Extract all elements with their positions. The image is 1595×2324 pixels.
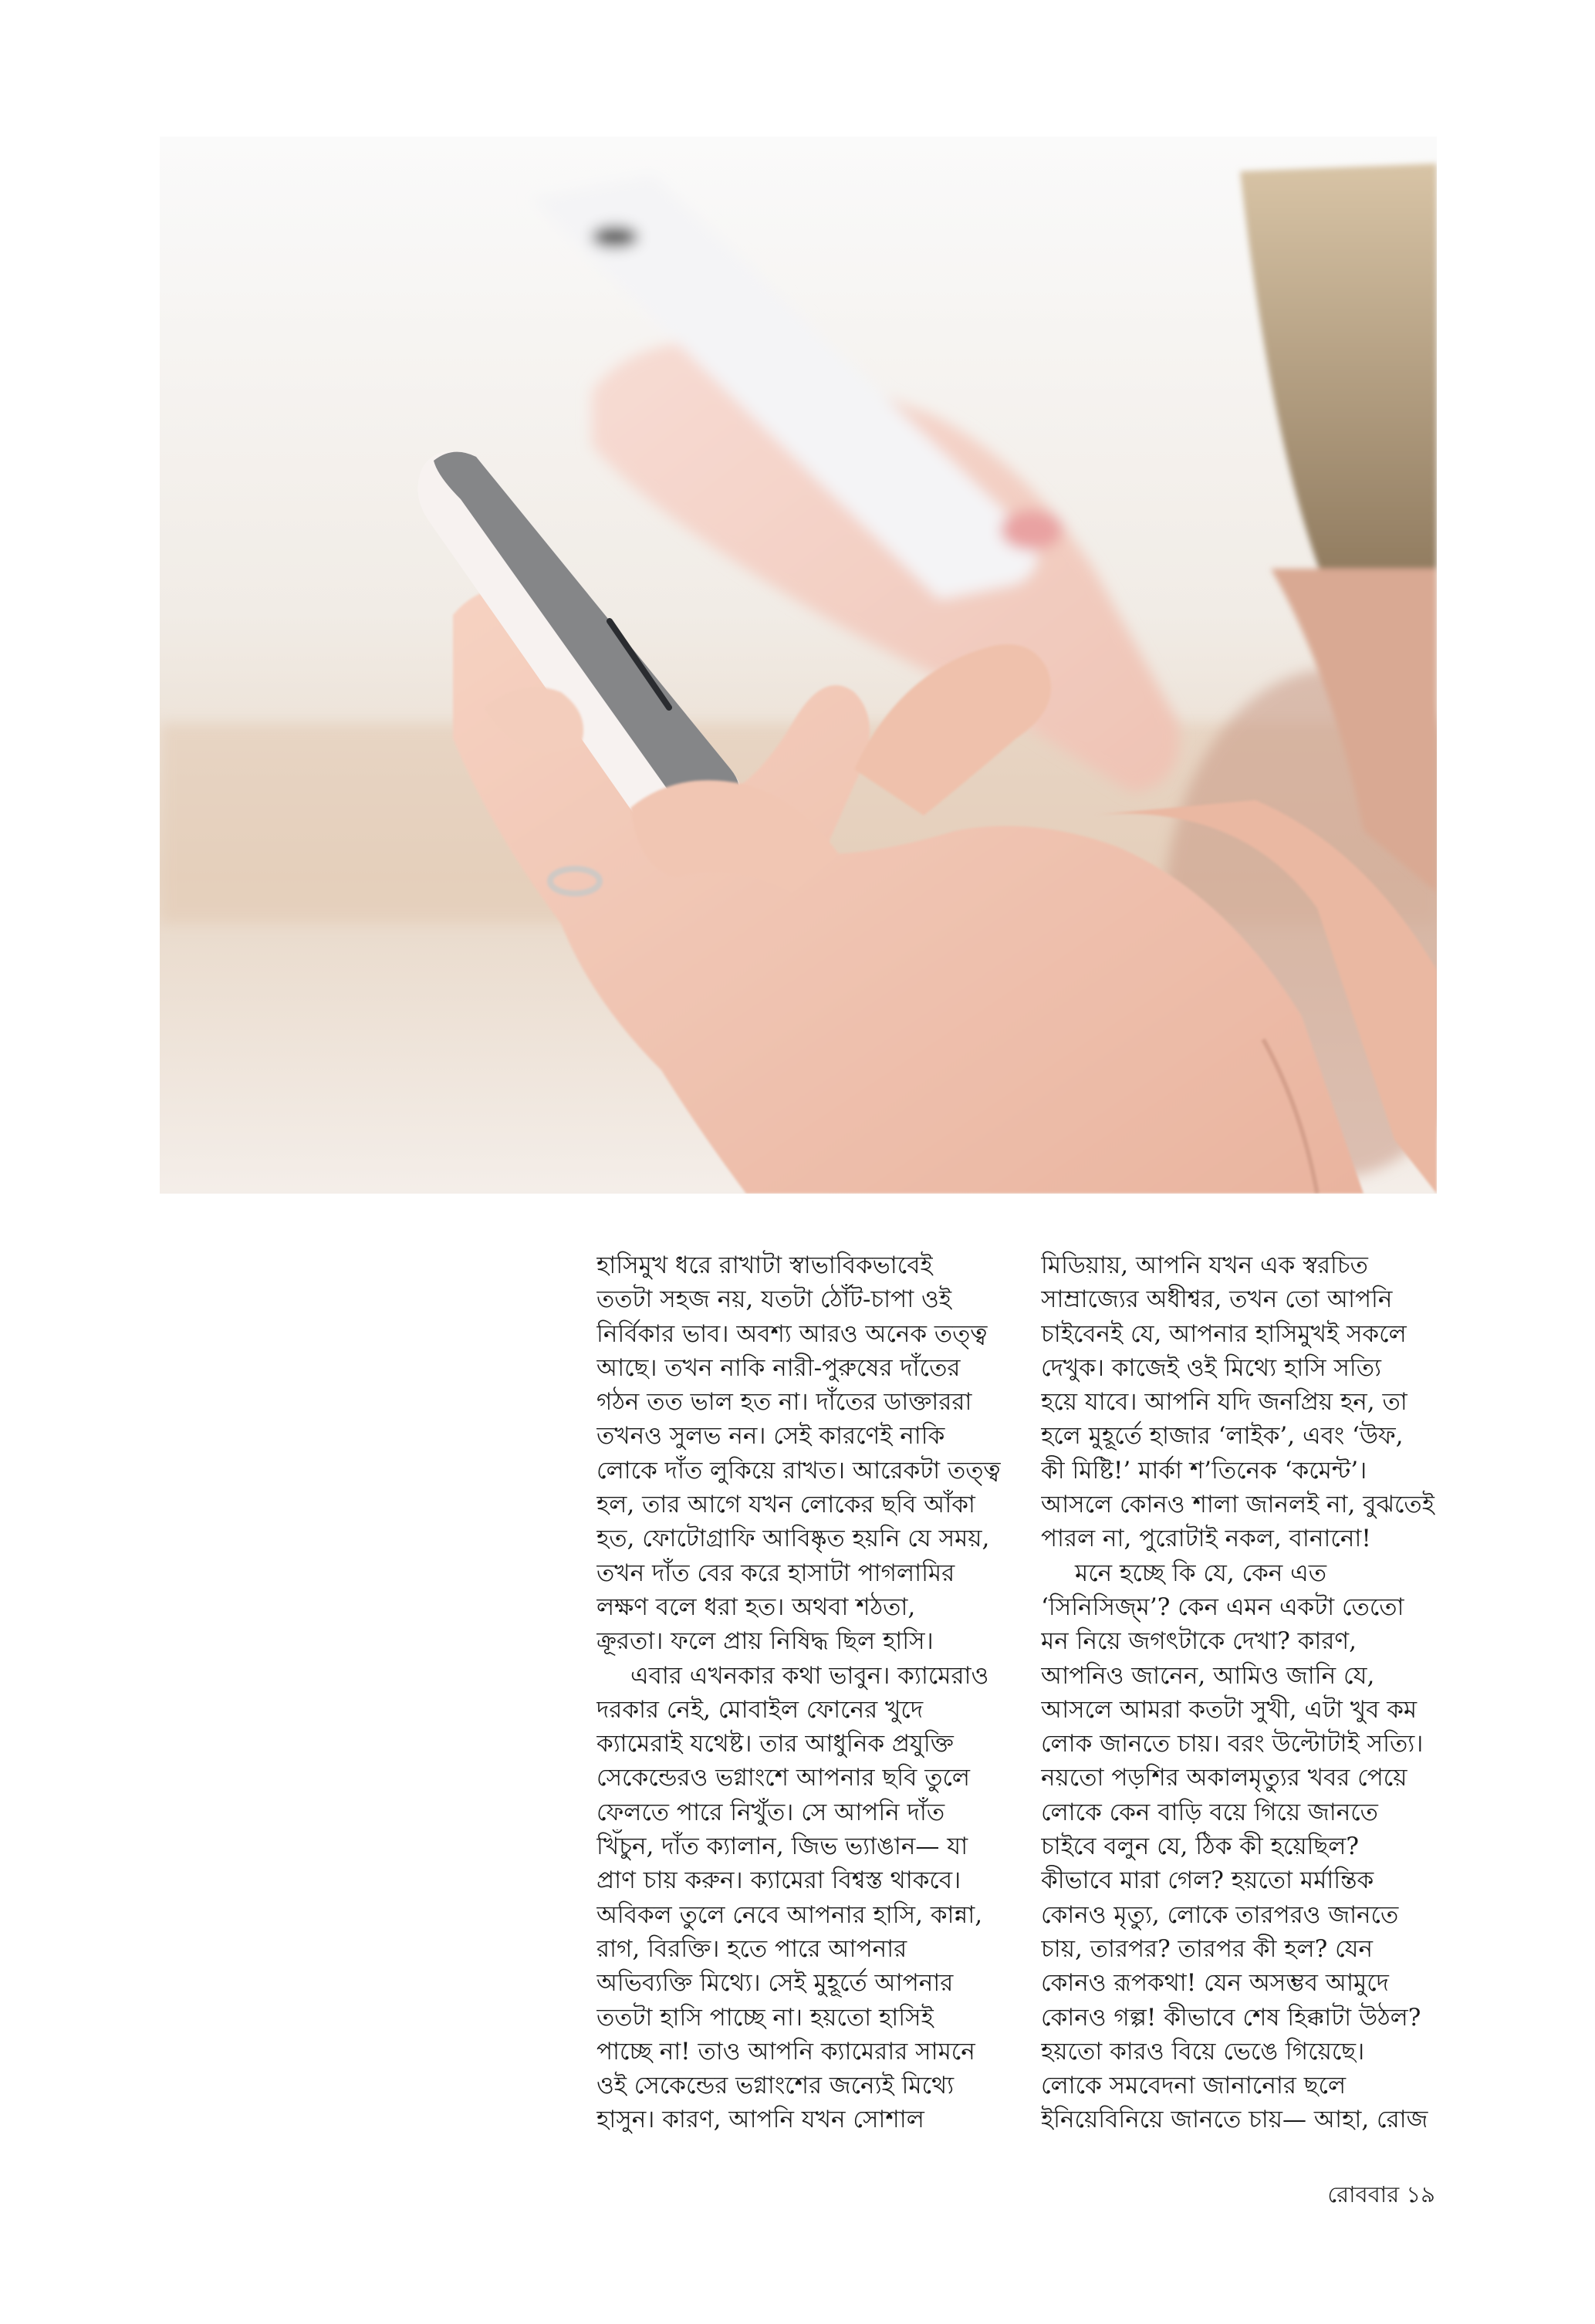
text-line: খিঁচুন, দাঁত ক্যালান, জিভ ভ্যাঙান— যা xyxy=(596,1833,968,1861)
text-line: লোকে সমবেদনা জানানোর ছলে xyxy=(1041,2072,1347,2100)
text-line: সাম্রাজ্যের অধীশ্বর, তখন তো আপনি xyxy=(1041,1285,1393,1314)
text-line: মনে হচ্ছে কি যে, কেন এত xyxy=(1075,1559,1326,1587)
text-line: মন নিয়ে জগৎটাকে দেখা? কারণ, xyxy=(1041,1627,1357,1656)
text-line: চাইবে বলুন যে, ঠিক কী হয়েছিল? xyxy=(1041,1833,1360,1861)
text-line: গঠন তত ভাল হত না। দাঁতের ডাক্তাররা xyxy=(596,1388,972,1417)
page-folio: রোববার ১৯ xyxy=(1327,2181,1435,2207)
text-line: আপনিও জানেন, আমিও জানি যে, xyxy=(1041,1661,1375,1690)
text-line: লোকে কেন বাড়ি বয়ে গিয়ে জানতে xyxy=(1041,1798,1378,1826)
text-line: হাসুন। কারণ, আপনি যখন সোশাল xyxy=(596,2106,924,2134)
text-line: কোনও গল্প! কীভাবে শেষ হিক্কাটা উঠল? xyxy=(1041,2003,1421,2032)
text-line: হত, ফোটোগ্রাফি আবিষ্কৃত হয়নি যে সময়, xyxy=(596,1525,990,1553)
text-line: পারল না, পুরোটাই নকল, বানানো! xyxy=(1041,1525,1371,1553)
text-line: ওই সেকেন্ডের ভগ্নাংশের জন্যেই মিথ্যে xyxy=(596,2072,955,2100)
hands-holding-smartphones-illustration xyxy=(160,137,1437,1194)
text-line: দরকার নেই, মোবাইল ফোনের খুদে xyxy=(596,1695,924,1724)
text-line: ক্যামেরাই যথেষ্ট। তার আধুনিক প্রযুক্তি xyxy=(596,1730,954,1758)
text-line: হাসিমুখ ধরে রাখাটা স্বাভাবিকভাবেই xyxy=(596,1252,933,1279)
text-line: আসলে আমরা কতটা সুখী, এটা খুব কম xyxy=(1041,1695,1418,1724)
text-line: কীভাবে মারা গেল? হয়তো মর্মান্তিক xyxy=(1041,1866,1374,1895)
text-line: রাগ, বিরক্তি। হতে পারে আপনার xyxy=(596,1934,907,1963)
hands-smartphones-photo xyxy=(160,137,1437,1194)
text-line: অবিকল তুলে নেবে আপনার হাসি, কান্না, xyxy=(596,1900,983,1929)
text-line: হয়ে যাবে। আপনি যদি জনপ্রিয় হন, তা xyxy=(1041,1388,1407,1417)
text-line: প্রাণ চায় করুন। ক্যামেরা বিশ্বস্ত থাকবে। xyxy=(596,1866,961,1895)
text-line: আছে। তখন নাকি নারী-পুরুষের দাঁতের xyxy=(596,1353,961,1382)
text-line: কোনও রূপকথা! যেন অসম্ভব আমুদে xyxy=(1041,1969,1389,1998)
text-line: মিডিয়ায়, আপনি যখন এক স্বরচিত xyxy=(1041,1252,1368,1279)
article-column-right xyxy=(1041,1248,1458,2137)
text-line: এবার এখনকার কথা ভাবুন। ক্যামেরাও xyxy=(630,1661,989,1690)
article-column-left xyxy=(596,1248,1013,2137)
text-line: কী মিষ্টি!’ মার্কা শ’তিনেক ‘কমেন্ট’। xyxy=(1041,1456,1367,1485)
text-line: ক্রূরতা। ফলে প্রায় নিষিদ্ধ ছিল হাসি। xyxy=(596,1627,934,1656)
text-line: সেকেন্ডেরও ভগ্নাংশে আপনার ছবি তুলে xyxy=(596,1764,971,1792)
text-line: পাচ্ছে না! তাও আপনি ক্যামেরার সামনে xyxy=(596,2037,975,2066)
text-line: আসলে কোনও শালা জানলই না, বুঝতেই xyxy=(1041,1491,1434,1519)
text-line: ততটা হাসি পাচ্ছে না। হয়তো হাসিই xyxy=(596,2003,934,2032)
text-line: নির্বিকার ভাব। অবশ্য আরও অনেক তত্ত্ব xyxy=(596,1319,988,1348)
text-line: চায়, তারপর? তারপর কী হল? যেন xyxy=(1041,1934,1374,1963)
text-line: ফেলতে পারে নিখুঁত। সে আপনি দাঁত xyxy=(596,1798,945,1826)
text-line: ‘সিনিসিজ্‌ম’? কেন এমন একটা তেতো xyxy=(1041,1593,1404,1621)
text-line: হলে মুহূর্তে হাজার ‘লাইক’, এবং ‘উফ, xyxy=(1041,1422,1404,1451)
text-line: তখনও সুলভ নন। সেই কারণেই নাকি xyxy=(596,1422,945,1451)
text-line: তখন দাঁত বের করে হাসাটা পাগলামির xyxy=(596,1559,955,1587)
text-line: লোক জানতে চায়। বরং উল্টোটাই সত্যি। xyxy=(1041,1730,1424,1758)
text-line: চাইবেনই যে, আপনার হাসিমুখই সকলে xyxy=(1041,1319,1407,1348)
text-line: লক্ষণ বলে ধরা হত। অথবা শঠতা, xyxy=(596,1593,916,1621)
text-line: ততটা সহজ নয়, যতটা ঠোঁট-চাপা ওই xyxy=(596,1285,951,1314)
text-line: অভিব্যক্তি মিথ্যে। সেই মুহূর্তে আপনার xyxy=(596,1969,954,1998)
text-line: হয়তো কারও বিয়ে ভেঙে গিয়েছে। xyxy=(1041,2037,1365,2066)
text-line: দেখুক। কাজেই ওই মিথ্যে হাসি সত্যি xyxy=(1041,1353,1382,1382)
text-line: কোনও মৃত্যু, লোকে তারপরও জানতে xyxy=(1041,1900,1399,1929)
text-line: ইনিয়েবিনিয়ে জানতে চায়— আহা, রোজ xyxy=(1041,2106,1428,2134)
text-line: নয়তো পড়শির অকালমৃত্যুর খবর পেয়ে xyxy=(1041,1764,1407,1792)
text-line: লোকে দাঁত লুকিয়ে রাখত। আরেকটা তত্ত্ব xyxy=(596,1456,1001,1485)
text-line: হল, তার আগে যখন লোকের ছবি আঁকা xyxy=(596,1491,975,1519)
